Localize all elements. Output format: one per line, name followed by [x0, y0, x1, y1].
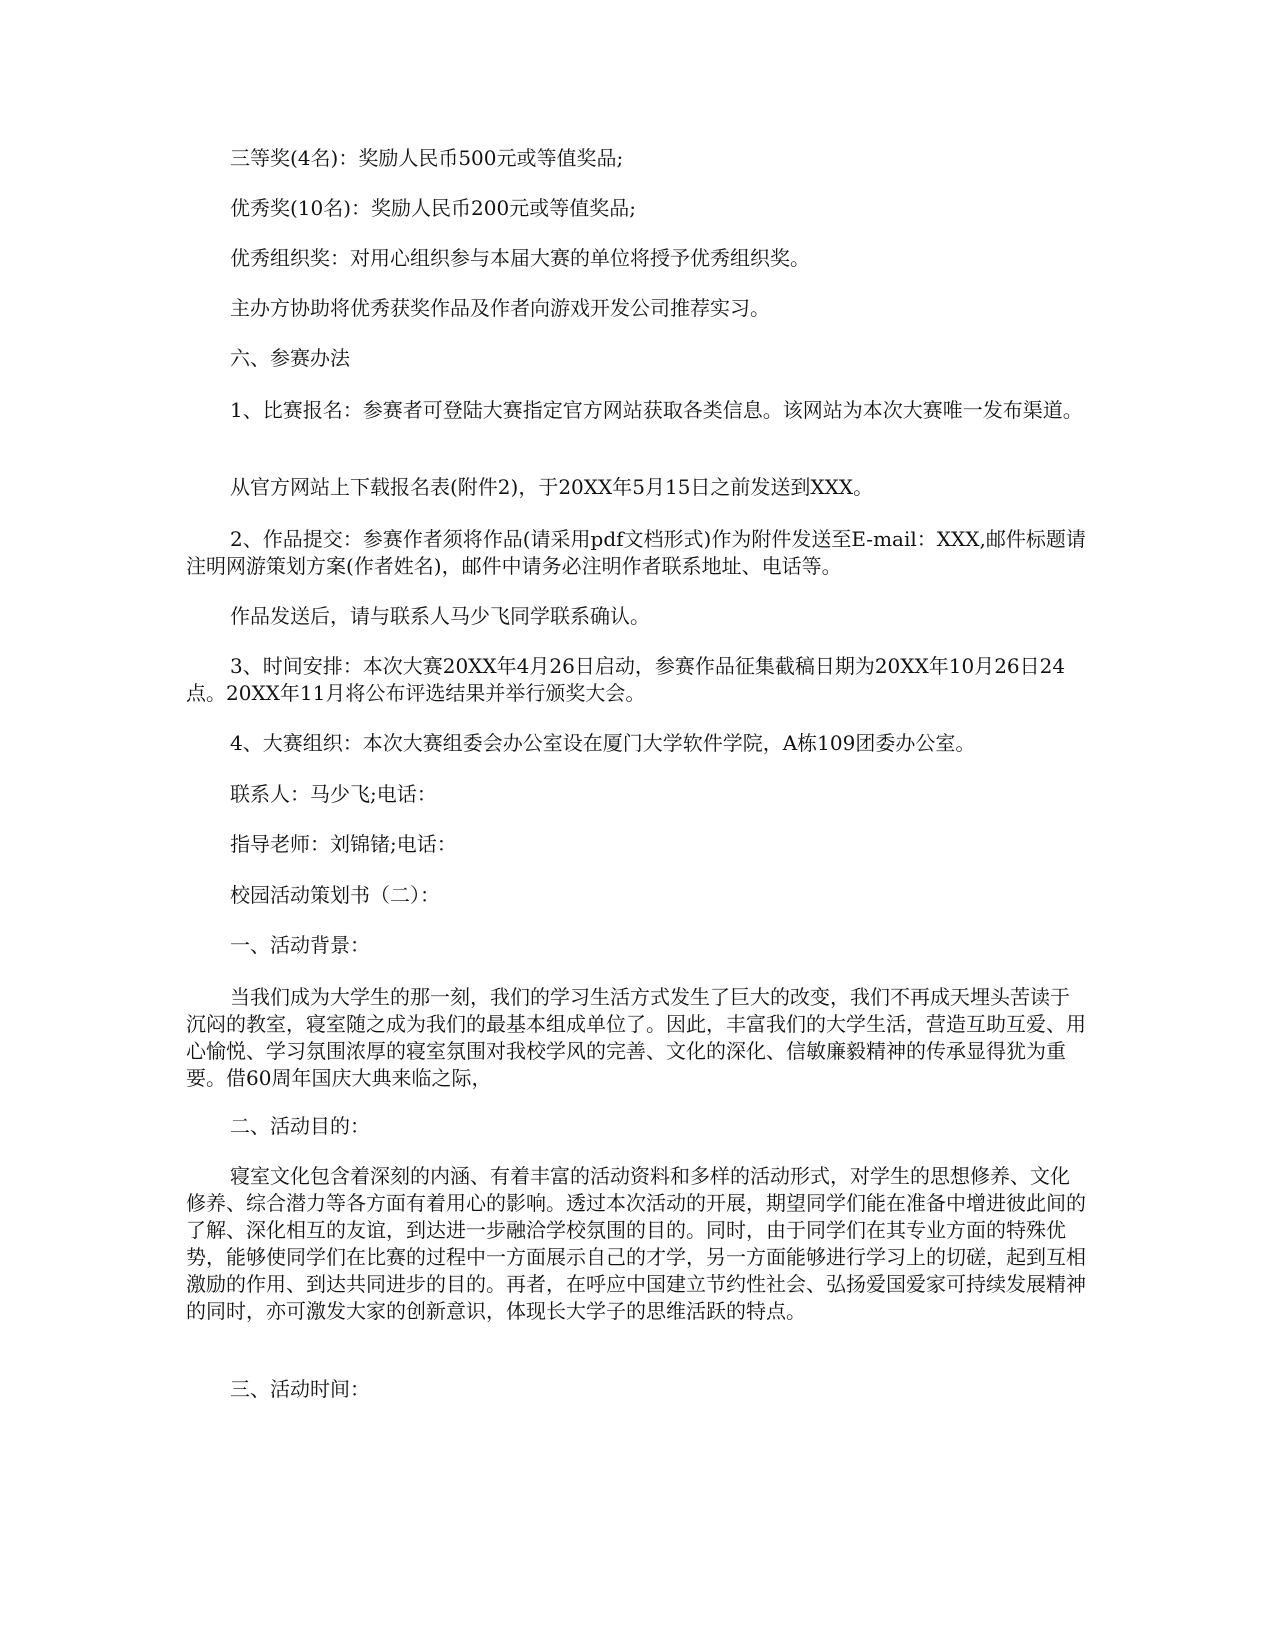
- paragraph-registration: 1、比赛报名：参赛者可登陆大赛指定官方网站获取各类信息。该网站为本次大赛唯一发布渠道。: [230, 398, 1083, 422]
- paragraph-excellence-prize: 优秀奖(10名)：奖励人民币200元或等值奖品;: [230, 196, 636, 220]
- paragraph-contact: 联系人：马少飞;电话：: [230, 782, 437, 806]
- paragraph-organization-prize: 优秀组织奖：对用心组织参与本届大赛的单位将授予优秀组织奖。: [230, 246, 810, 270]
- section-heading-time: 三、活动时间：: [230, 1377, 370, 1401]
- paragraph-schedule: 3、时间安排：本次大赛20XX年4月26日启动，参赛作品征集截稿日期为20XX年10月26日24点。20XX年11月将公布评选结果并举行颁奖大会。: [186, 654, 1066, 705]
- paragraph-download-form: 从官方网站上下载报名表(附件2)，于20XX年5月15日之前发送到XXX。: [230, 475, 874, 499]
- section-heading-purpose: 二、活动目的：: [230, 1114, 370, 1138]
- paragraph-submission: 2、作品提交：参赛作者须将作品(请采用pdf文档形式)作为附件发送至E-mail：XXX,邮件标题请注明网游策划方案(作者姓名)，邮件中请务必注明作者联系地址、电话等。: [186, 527, 1086, 578]
- section-heading-participation: 六、参赛办法: [230, 346, 350, 370]
- paragraph-purpose: 寝室文化包含着深刻的内涵、有着丰富的活动资料和多样的活动形式，对学生的思想修养、文化修养、综合潜力等各方面有着用心的影响。透过本次活动的开展，期望同学们能在准备中增进彼此间的了解、深化相互的友谊，到达进一步融洽学校氛围的目的。同时，由于同学们在其专业方面的特殊优势，能够使同学们在比赛的过程中一方面展示自己的才学，另一方面能够进行学习上的切磋，起到互相激励的作用、到达共同进步的目的。再者，在呼应中国建立节约性社会、弘扬爱国爱家可持续发展精神的同时，亦可激发大家的创新意识，体现长大学子的思维活跃的特点。: [186, 1164, 1086, 1323]
- paragraph-third-prize: 三等奖(4名)：奖励人民币500元或等值奖品;: [230, 146, 624, 170]
- paragraph-confirmation: 作品发送后，请与联系人马少飞同学联系确认。: [230, 604, 650, 628]
- paragraph-background: 当我们成为大学生的那一刻，我们的学习生活方式发生了巨大的改变，我们不再成天埋头苦读于沉闷的教室，寝室随之成为我们的最基本组成单位了。因此，丰富我们的大学生活，营造互助互爱、用心愉悦、学习氛围浓厚的寝室氛围对我校学风的完善、文化的深化、信敏廉毅精神的传承显得犹为重要。借60周年国庆大典来临之际，: [186, 985, 1086, 1090]
- paragraph-internship: 主办方协助将优秀获奖作品及作者向游戏开发公司推荐实习。: [230, 296, 770, 320]
- document-subtitle: 校园活动策划书（二）：: [230, 883, 440, 907]
- paragraph-advisor: 指导老师：刘锦锗;电话：: [230, 832, 457, 856]
- section-heading-background: 一、活动背景：: [230, 933, 370, 957]
- paragraph-organization: 4、大赛组织：本次大赛组委会办公室设在厦门大学软件学院，A栋109团委办公室。: [230, 731, 976, 755]
